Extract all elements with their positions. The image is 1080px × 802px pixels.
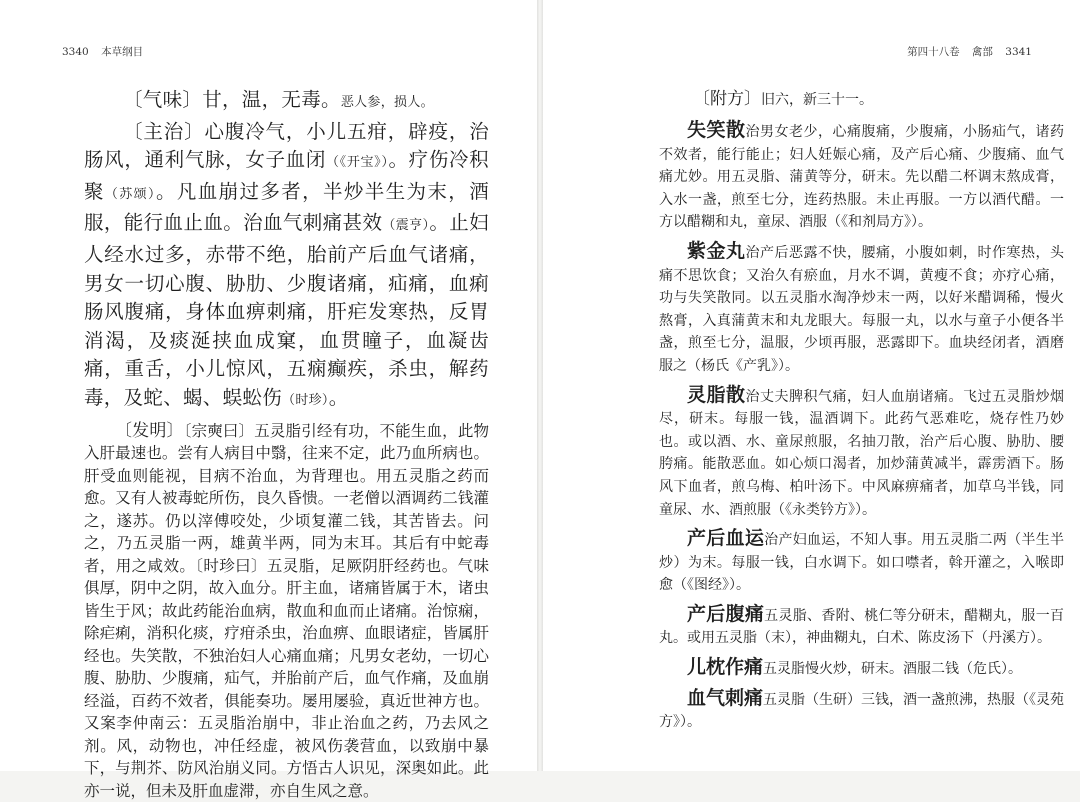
right-page-number: 3341 <box>1005 46 1032 58</box>
zhuzhi-text-3: 。凡血崩过多者，半炒半生为末，酒服，能行血止血。治血气刺痛甚效 <box>84 179 489 235</box>
left-page-header <box>62 44 143 59</box>
left-page-number: 3340 <box>62 46 89 58</box>
prescription-entry <box>659 240 1064 378</box>
faming-paragraph <box>84 420 489 802</box>
fufang-heading <box>659 86 1064 113</box>
faming-source-2: 〔时珍曰〕 <box>195 556 267 575</box>
prescription-name: 紫金丸 <box>687 239 746 262</box>
section-title: 禽部 <box>971 46 993 58</box>
prescription-name: 产后血运 <box>687 527 765 550</box>
prescription-entry <box>659 656 1064 681</box>
prescription-entry <box>659 527 1064 597</box>
zhuzhi-text-4: 。止妇人经水过多，赤带不绝，胎前产后血气诸痛，男女一切心腹、胁肋、少腹诸痛，疝痛，血痢肠风腹痛，身体血痹刺痛，肝疟发寒热，反胃消渴，及痰涎挟血成窠，血贯瞳子，血凝齿痛，重舌，小儿惊风，五痫癫疾，杀虫，解药毒，及蛇、蝎、蜈蚣伤 <box>84 211 489 409</box>
left-page-body <box>84 86 489 802</box>
prescription-text: 五灵脂（生研）三钱，酒一盏煎沸，热服（《灵苑方》）。 <box>659 691 1065 731</box>
zhuzhi-text-1: 心腹冷气，小儿五疳，辟疫，治肠风，通利气脉，女子血闭 <box>84 119 490 172</box>
prescription-text: 治产妇血运，不知人事。用五灵脂二两（半生半炒）为末。每服一钱，白水调下。如口噤者，斡开灌之，入喉即愈（《图经》）。 <box>659 532 1064 594</box>
zhuzhi-source-1: （《开宝》） <box>326 155 389 171</box>
prescription-text: 五灵脂慢火炒，研末。酒服二钱（危氏）。 <box>763 661 1023 678</box>
fufang-count: 旧六，新三十一。 <box>761 92 873 108</box>
prescription-text: 治丈夫脾积气痛，妇人血崩诸痛。飞过五灵脂炒烟尽，研末。每服一钱，温酒调下。此药气恶难吃，烧存性乃妙也。或以酒、水、童尿煎服，名抽刀散，治产后心腹、胁肋、腰胯痛。能散恶血。如心烦口渴者，加炒蒲黄减半，霹雳酒下。肠风下血者，煎乌梅、柏叶汤下。中风麻痹痛者，加草乌半钱，同童尿、水、酒煎服（《永类钤方》）。 <box>659 388 1064 518</box>
book-title: 本草纲目 <box>101 46 144 58</box>
prescription-name: 儿枕作痛 <box>687 656 764 679</box>
faming-text-1: 五灵脂引经有功，不能生血，此物入肝最速也。尝有人病目中翳，往来不定，此乃血所病也。肝受血则能视，目病不治血，为背理也。用五灵脂之药而愈。又有人被毒蛇所伤，良久昏愦。一老僧以酒调药二钱灌之，遂苏。仍以滓傅咬处，少顷复灌二钱，其苦皆去。问之，乃五灵脂一两，雄黄半两，同为末耳。其后有中蛇毒者，用之咸效。 <box>84 421 489 575</box>
right-page-header <box>907 44 1032 59</box>
zhuzhi-paragraph <box>84 118 489 416</box>
fufang-label: 〔附方〕 <box>693 89 761 109</box>
volume-title: 第四十八卷 <box>907 46 960 58</box>
zhuzhi-text-2: 。疗伤冷积聚 <box>84 148 489 203</box>
prescription-entry <box>659 603 1064 650</box>
prescription-name: 灵脂散 <box>687 383 746 406</box>
qiwei-note: 恶人参，损人。 <box>340 95 434 110</box>
zhuzhi-source-4: （时珍） <box>282 392 329 408</box>
qiwei-label: 〔气味〕 <box>123 88 203 111</box>
right-page <box>543 0 1080 771</box>
faming-text-2: 五灵脂，足厥阴肝经药也。气味俱厚，阴中之阴，故入血分。肝主血，诸痛皆属于木，诸虫皆生于风；故此药能治血病，散血和血而止诸痛。治惊痫，除疟痢，消积化痰，疗疳杀虫，治血痹、血眼诸症，皆属肝经也。失笑散，不独治妇人心痛血痛；凡男女老幼，一切心腹、胁肋、少腹痛，疝气，并胎前产后，血气作痛，及血崩经溢，百药不效者，俱能奏功。屡用屡验，真近世神方也。又案李仲南云：五灵脂治崩中，非止治血之药，乃去风之剂。风，动物也，冲任经虚，被风伤袭营血，以致崩中暴下，与荆芥、防风治崩义同。方悟古人识见，深奥如此。此亦一说，但未及肝血虚滞，亦自生风之意。 <box>84 556 489 800</box>
prescription-text: 治男女老少，心痛腹痛，少腹痛，小肠疝气，诸药不效者，能行能止；妇人妊娠心痛，及产后心痛、少腹痛、血气痛尤妙。用五灵脂、蒲黄等分，研末。先以醋二杯调末熬成膏，入水一盏，煎至七分，连药热服。未止再服。一方以酒代醋。一方以醋糊和丸，童尿、酒服（《和剂局方》）。 <box>659 124 1064 231</box>
zhuzhi-source-2: （苏颂） <box>104 186 156 202</box>
prescription-entry <box>659 119 1064 234</box>
faming-source-1: 〔宗奭曰〕 <box>183 421 255 440</box>
zhuzhi-label: 〔主治〕 <box>123 119 205 143</box>
faming-label: 〔发明〕 <box>115 420 184 441</box>
prescription-text: 五灵脂、香附、桃仁等分研末，醋糊丸，服一百丸。或用五灵脂（末），神曲糊丸，白术、陈皮汤下（丹溪方）。 <box>659 607 1064 647</box>
prescription-entry <box>659 384 1064 522</box>
right-page-body <box>659 86 1064 734</box>
left-page <box>0 0 537 800</box>
zhuzhi-source-3: （震亨） <box>382 218 430 234</box>
prescription-text: 治产后恶露不快，腰痛，小腹如刺，时作寒热，头痛不思饮食；又治久有瘀血，月水不调，黄瘦不食；亦疗心痛，功与失笑散同。以五灵脂水淘净炒末一两，以好米醋调稀，慢火熬膏，入真蒲黄末和丸龙眼大。每服一丸，以水与童子小便各半盏，煎至七分，温服，少顷再服，恶露即下。血块经闭者，酒磨服之（杨氏《产乳》）。 <box>659 244 1064 374</box>
prescription-name: 失笑散 <box>687 119 746 141</box>
prescription-name: 血气刺痛 <box>687 686 764 709</box>
prescription-entry <box>659 687 1064 734</box>
zhuzhi-text-5: 。 <box>328 385 349 409</box>
qiwei-text: 甘，温，无毒。 <box>202 88 341 111</box>
prescription-name: 产后腹痛 <box>687 602 765 625</box>
qiwei-paragraph <box>84 86 489 118</box>
